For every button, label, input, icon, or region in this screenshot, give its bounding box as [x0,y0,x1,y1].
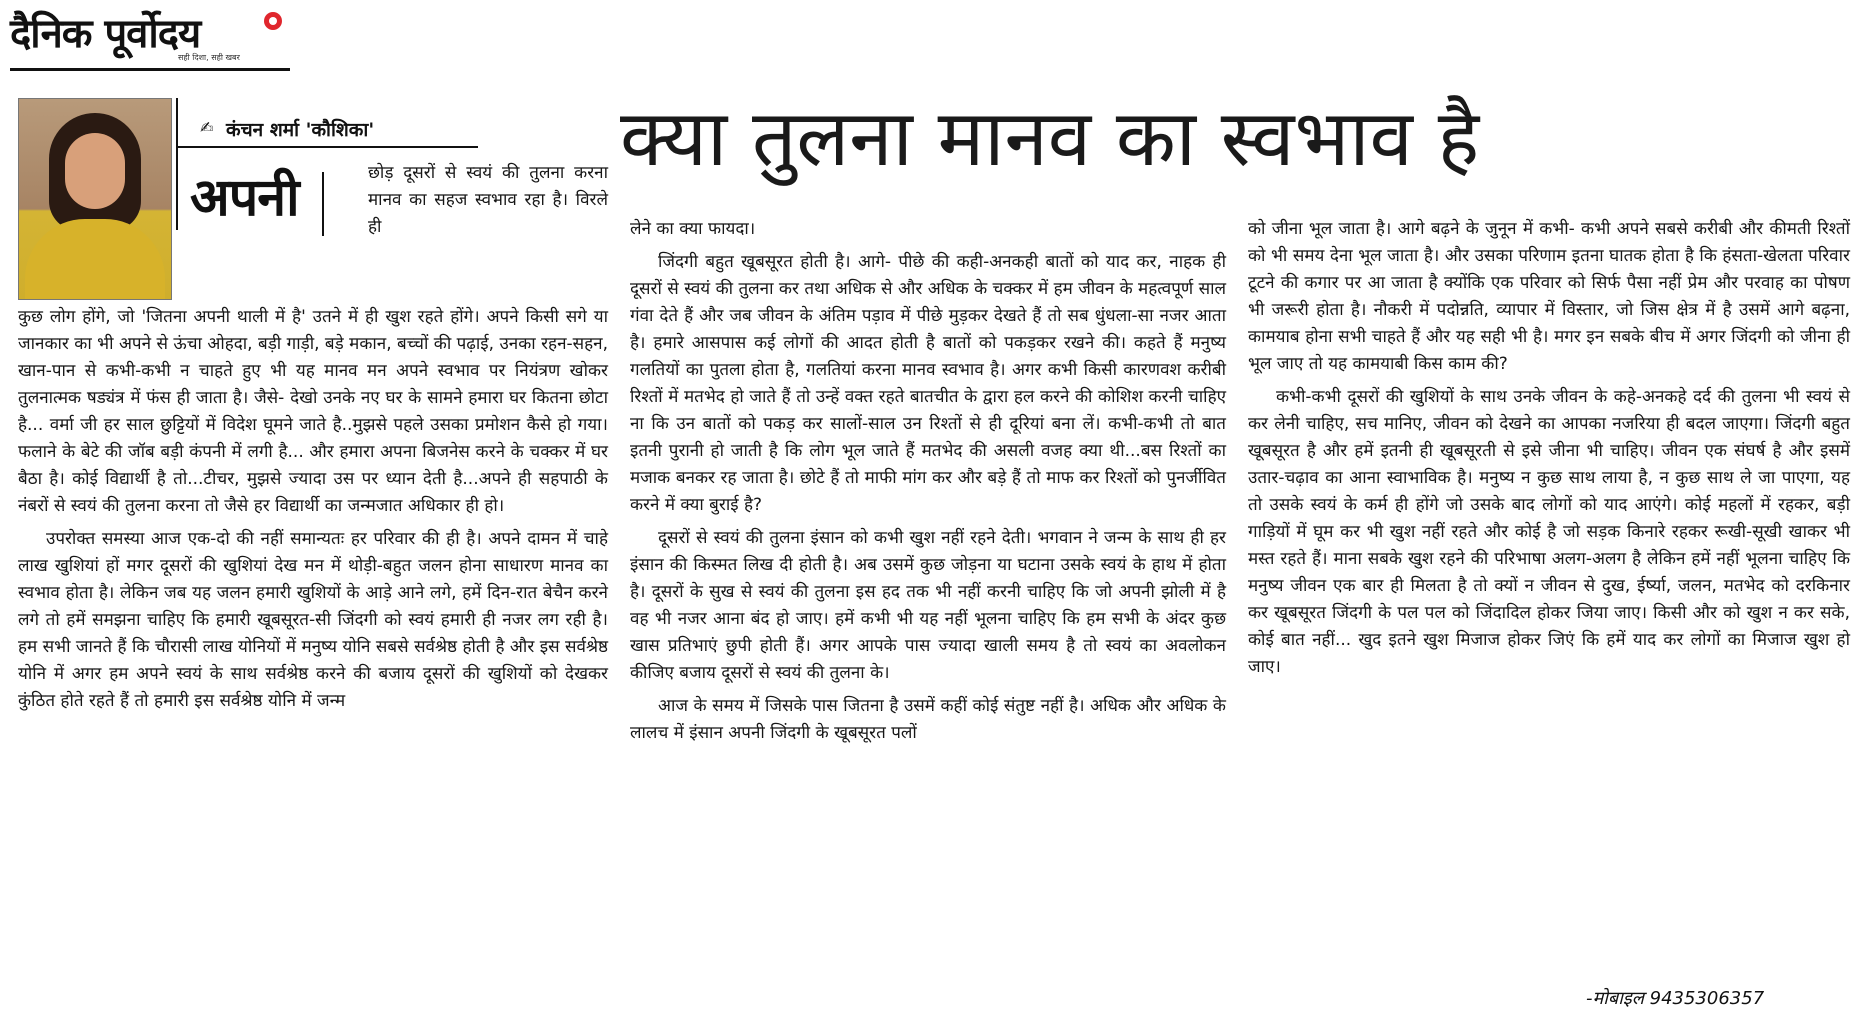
paragraph: को जीना भूल जाता है। आगे बढ़ने के जुनून में कभी- कभी अपने सबसे करीबी और कीमती रिश्तों को भी समय देना भूल जाता है। और उसका परिणाम इतना घातक होता है कि हंसता-खेलता परिवार टूटने की कगार पर आ जाता है क्योंकि एक परिवार को सिर्फ पैसा नहीं प्रेम और परवाह का पोषण भी जरूरी होता है। नौकरी में पदोन्नति, व्यापार में विस्तार, जो जिस क्षेत्र में है उसमें आगे बढ़ना, कामयाब होना सभी चाहते हैं और यह सही भी है। मगर इन सबके बीच में अगर जिंदगी को जीना ही भूल जाए तो यह कामयाबी किस काम की? [1248,219,1850,374]
paragraph: छोड़ दूसरों से स्वयं की तुलना करना मानव का सहज स्वभाव रहा है। विरले ही [368,163,608,237]
author-name: कंचन शर्मा 'कौशिका' [226,119,375,141]
masthead-rule [10,68,290,71]
paragraph: जिंदगी बहुत खूबसूरत होती है। आगे- पीछे की कही-अनकही बातों को याद कर, नाहक ही दूसरों से स्वयं की तुलना कर तथा अधिक से और अधिक के चक्कर में हम जीवन के महत्वपूर्ण साल गंवा देते हैं और जब जीवन के अंतिम पड़ाव में पीछे मुड़कर देखते हैं तो सब धुंधला-सा नजर आता है। हमारे आसपास कई लोगों की आदत होती है बातों को पकड़कर रखने की। कहते हैं मनुष्य गलतियों का पुतला होता है, गलतियां करना मानव स्वभाव है। अगर कभी किसी कारणवश करीबी रिश्तों में मतभेद हो जाते हैं तो उन्हें वक्त रहते बातचीत के द्वारा हल करने की कोशिश करनी चाहिए ना कि उन बातों को पकड़ कर सालों-साल उन रिश्तों से ही दूरियां बना लें। कभी-कभी तो बात इतनी पुरानी हो जाती है कि लोग भूल जाते हैं मतभेद की असली वजह क्या थी...बस रिश्तों का मजाक बनकर रह जाता है। छोटे हैं तो माफी मांग कर और बड़े हैं तो माफ कर रिश्तों को पुनर्जीवित करने में क्या बुराई है? [630,252,1226,515]
mobile-number: -मोबाइल 9435306357 [1586,988,1765,1009]
pen-icon: ✍ [200,118,214,137]
headline: क्या तुलना मानव का स्वभाव है [620,94,1480,184]
author-photo [18,98,172,300]
column-3 [1248,216,1850,687]
kicker-rule [322,172,324,236]
paragraph: आज के समय में जिसके पास जितना है उसमें कहीं कोई संतुष्ट नहीं है। अधिक और अधिक के लालच में इंसान अपनी जिंदगी के खूबसूरत पलों [630,696,1226,743]
byline [178,114,478,148]
paragraph: कभी-कभी दूसरों की खुशियों के साथ उनके जीवन के कहे-अनकहे दर्द की तुलना भी स्वयं से कर लेनी चाहिए, सच मानिए, जीवन को देखने का आपका नजरिया ही बदल जाएगा। जिंदगी बहुत खूबसूरत है और हमें इतनी ही खूबसूरती से इसे जीना भी चाहिए। जीवन एक संघर्ष है और इसमें उतार-चढ़ाव का आना स्वाभाविक है। मनुष्य न कुछ साथ लाया है, न कुछ साथ ले जा पाएगा, यह तो उसके स्वयं के कर्म ही होंगे जो उसके बाद लोगों को याद आएंगे। कोई महलों में रहकर, बड़ी गाड़ियों में घूम कर भी खुश नहीं रहते और कोई है जो सड़क किनारे रहकर रूखी-सूखी खाकर भी मस्त रहते हैं। माना सबके खुश रहने की परिभाषा अलग-अलग है लेकिन हमें नहीं भूलना चाहिए कि मनुष्य जीवन एक बार ही मिलता है तो क्यों न जीवन से दुख, ईर्ष्या, जलन, मतभेद को दरकिनार कर खूबसूरत जिंदगी के पल पल को जिंदादिल होकर जिया जाए। किसी और को खुश न कर सके, कोई बात नहीं... खुद इतने खुश मिजाज होकर जिएं कि हमें याद कर लोगों का मिजाज खुश हो जाए। [1248,387,1850,677]
newspaper-tagline: सही दिशा, सही खबर [178,53,240,62]
column-1 [18,304,608,721]
column-1-intro [368,160,608,247]
masthead [10,4,290,74]
paragraph: दूसरों से स्वयं की तुलना इंसान को कभी खुश नहीं रहने देती। भगवान ने जन्म के साथ ही हर इंसान की किस्मत लिख दी होती है। अब उसमें कुछ जोड़ना या घटाना उसके स्वयं के हाथ में होता है। दूसरों के सुख से स्वयं की तुलना इस हद तक भी नहीं करनी चाहिए कि जो अपनी झोली में है वह भी नजर आना बंद हो जाए। हमें कभी भी यह नहीं भूलना चाहिए कि हम सभी के अंदर कुछ खास प्रतिभाएं छुपी होती हैं। अगर आपके पास ज्यादा खाली समय है तो स्वयं का अवलोकन कीजिए बजाय दूसरों से स्वयं की तुलना के। [630,528,1226,683]
paragraph: उपरोक्त समस्या आज एक-दो की नहीं समान्यतः हर परिवार की ही है। अपने दामन में चाहे लाख खुशियां हों मगर दूसरों की खुशियां देख मन में थोड़ी-बहुत जलन होना साधारण मानव का स्वभाव होता है। लेकिन जब यह जलन हमारी खुशियों के आड़े आने लगे, हमें दिन-रात बेचैन करने लगे तो हमें समझना चाहिए कि हमारी खूबसूरत-सी जिंदगी को स्वयं हमारी ही नजर लग रही है। हम सभी जानते हैं कि चौरासी लाख योनियों में मनुष्य योनि सबसे सर्वश्रेष्ठ होती है और इस सर्वश्रेष्ठ योनि में अगर हम अपने स्वयं के साथ सर्वश्रेष्ठ करने की बजाय दूसरों की खुशियों को देखकर कुंठित होते रहते हैं तो हमारी इस सर्वश्रेष्ठ योनि में जन्म [18,529,608,711]
logo-dot-icon [264,12,282,30]
paragraph: लेने का क्या फायदा। [630,219,756,239]
column-2 [630,216,1226,753]
kicker-word: अपनी [190,168,299,228]
paragraph: कुछ लोग होंगे, जो 'जितना अपनी थाली में है' उतने में ही खुश रहते होंगे। अपने किसी सगे या जानकार का भी अपने से ऊंचा ओहदा, बड़ी गाड़ी, बड़े मकान, बच्चों की पढ़ाई, उनका रहन-सहन, खान-पान से कभी-कभी न चाहते हुए भी यह मानव मन अपने स्वभाव पर नियंत्रण खोकर तुलनात्मक षड्यंत्र में फंस ही जाता है। जैसे- देखो उनके नए घर के सामने हमारा घर कितना छोटा है... वर्मा जी हर साल छुट्टियों में विदेश घूमने जाते है..मुझसे पहले उसका प्रमोशन कैसे हो गया। फलाने के बेटे की जॉब बड़ी कंपनी में लगी है... और हमारा अपना बिजनेस करने के चक्कर में घर बैठा है। कोई विद्यार्थी है तो...टीचर, मुझसे ज्यादा उस पर ध्यान देती है...अपने ही सहपाठी के नंबरों से स्वयं की तुलना करना तो जैसे हर विद्यार्थी का जन्मजात अधिकार ही हो। [18,307,608,516]
newspaper-name: दैनिक पूर्वोदय [10,11,201,57]
